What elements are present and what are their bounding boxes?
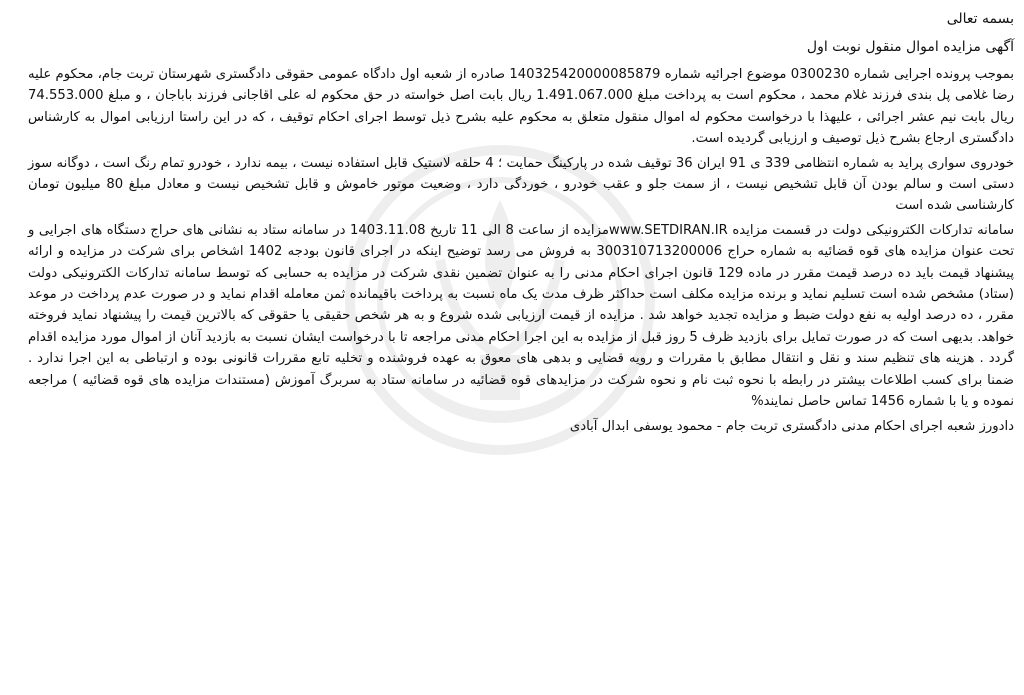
- signature-line: دادورز شعبه اجرای احکام مدنی دادگستری تربت جام - محمود یوسفی ابدال آبادی: [569, 418, 1014, 434]
- vehicle-description-paragraph: خودروی سواری پراید به شماره انتظامی 339 ی 91 ایران 36 توقیف شده در پارکینگ حمایت ؛ 4 حلقه لاستیک قابل استفاده نیست ، بیمه ندارد ، خودرو تمام رنگ است ، دوگانه سوز دستی است و سالم بودن آن قابل تشخیص نیست ، از سمت جلو و عقب خودرو ، خوردگی دارد ، وضعیت موتور خاموش و قابل تشخیص نیست و معادل مبلغ 80 میلیون تومان کارشناسی شده است: [28, 155, 1014, 214]
- basmala-heading: بسمه تعالی: [946, 11, 1014, 27]
- case-details-paragraph: بموجب پرونده اجرایی شماره 0300230 موضوع اجرائیه شماره 140325420000085879 صادره از شعبه اول دادگاه عمومی حقوقی دادگستری شهرستان تربت جام، محکوم علیه رضا غلامی پل بندی فرزند غلام محمد ، محکوم است به پرداخت مبلغ 1.491.067.000 ریال بابت اصل خواسته در حق محکوم له علی اقاجانی فرزند باباجان ، و مبلغ 74.553.000 ریال بابت نیم عشر اجرائی ، علیهذا با درخواست محکوم له اموال منقول متعلق به محکوم علیه بشرح ذیل توسط اجرای احکام توقیف ، که در این راستا ارزیابی اموال به کارشناس دادگستری ارجاع بشرح ذیل توصیف و ارزیابی گردیده است.: [28, 67, 1014, 147]
- notice-body: [28, 6, 1014, 438]
- notice-title: آگهی مزایده اموال منقول نوبت اول: [806, 39, 1014, 55]
- auction-terms-paragraph: سامانه تدارکات الکترونیکی دولت در قسمت مزایده www.SETDIRAN.IRمزایده از ساعت 8 الی 11 تاریخ 1403.11.08 در سامانه ستاد به نشانی های حراج دستگاه های اجرایی و تحت عنوان مزایده های قوه قضائیه به شماره حراج 300310713200006 به فروش می رسد توضیح اینکه در اجرای قانون بودجه 1402 اشخاص برای شرکت در مزایده و ارائه پیشنهاد قیمت باید ده درصد قیمت مقرر در ماده 129 قانون اجرای احکام مدنی را به عنوان تضمین نقدی شرکت در مزایده به حسابی که توسط سامانه تدارکات الکترونیکی دولت (ستاد) مشخص شده است تسلیم نماید و برنده مزایده مکلف است حداکثر ظرف مدت یک ماه نسبت به پرداخت باقیمانده ثمن معامله اقدام نماید و در صورت عدم پرداخت در موعد مقرر ، ده درصد اولیه به نفع دولت ضبط و مزایده تجدید خواهد شد . مزایده از قیمت ارزیابی شده شروع و به هر شخص حقیقی یا حقوقی که بالاترین قیمت را پیشنهاد نماید فروخته خواهد. بدیهی است که در صورت تمایل برای بازدید ظرف 5 روز قبل از مزایده به این اجرا احکام مدنی مراجعه تا با درخواست ایشان نسبت به بازدید آنان از اموال مورد مزایده اقدام گردد . هزینه های تنظیم سند و نقل و انتقال مطابق با مقررات و رویه قضایی و بدهی های معوق به عهده فروشنده و تخلیه تابع مقررات قانونی بوده و ارتباطی به این اجرا ندارد . ضمنا برای کسب اطلاعات بیشتر در رابطه با نحوه ثبت نام و نحوه شرکت در مزایدهای قوه قضائیه در سامانه ستاد به سربرگ آموزش (مستندات مزایده های قوه قضائیه ) مراجعه نموده و یا با شماره 1456 تماس حاصل نمایند%: [28, 222, 1015, 410]
